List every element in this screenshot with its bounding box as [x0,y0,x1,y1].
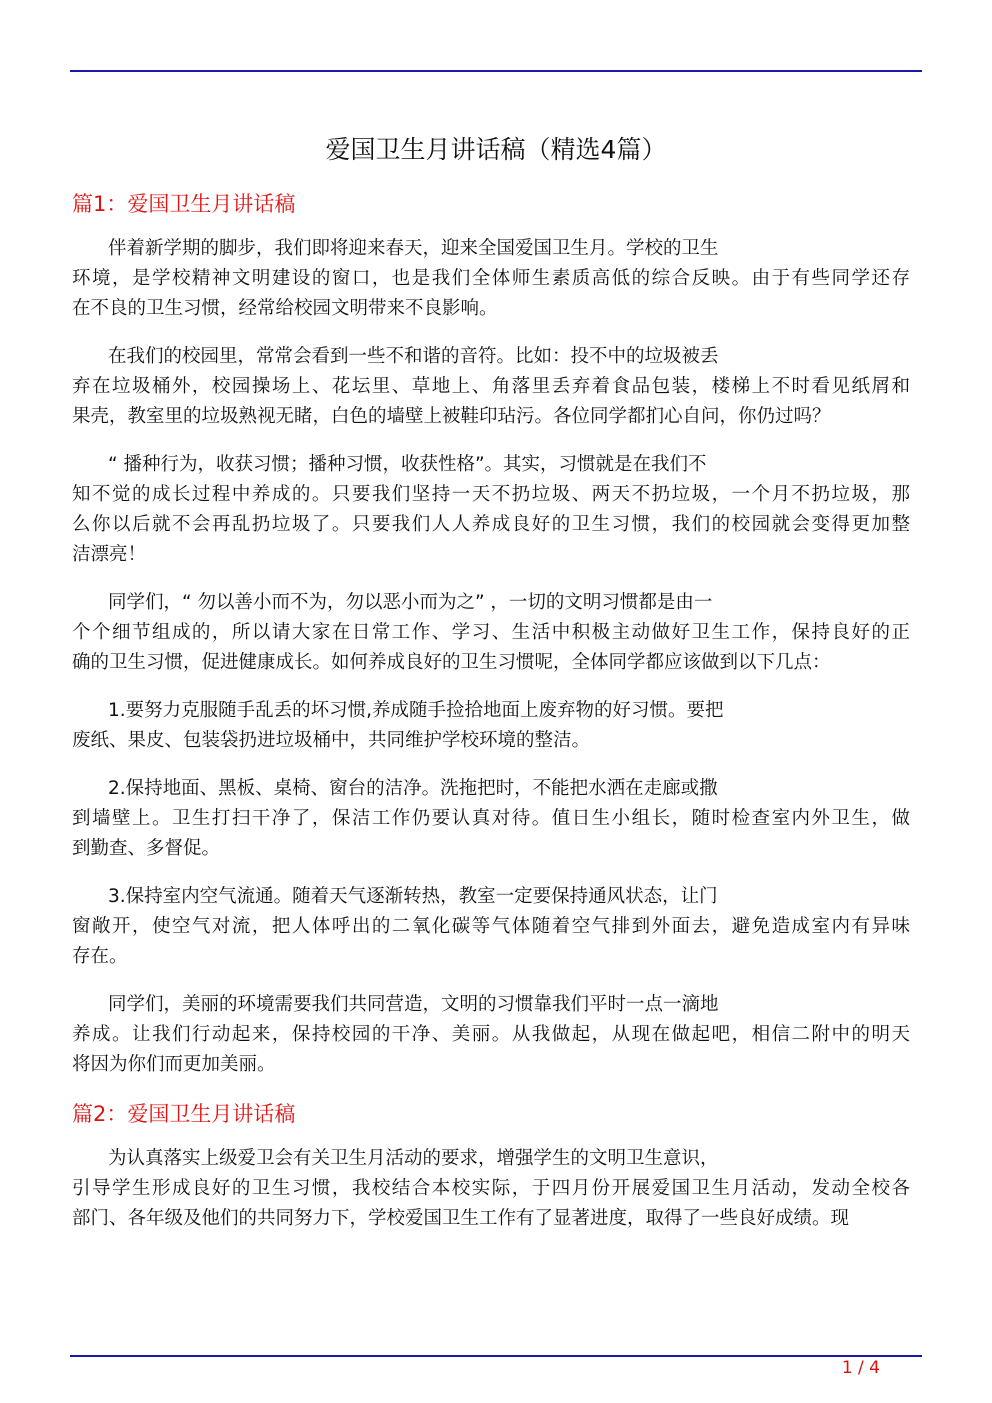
paragraph-line: “ 播种行为，收获习惯；播种习惯，收获性格”。其实，习惯就是在我们不 [108,454,707,475]
paragraph-line: 存在。 [72,946,128,967]
paragraph [72,234,910,324]
paragraph-line: 洁漂亮！ [72,544,147,565]
document-body [72,188,910,1252]
paragraph-line: 同学们，美丽的环境需要我们共同营造，文明的习惯靠我们平时一点一滴地 [108,994,719,1015]
paragraph [72,990,910,1080]
paragraph-line: 1.要努力克服随手乱丢的坏习惯,养成随手捡拾地面上废弃物的好习惯。要把 [108,700,724,721]
paragraph-line: 果壳，教室里的垃圾熟视无睹，白色的墙壁上被鞋印玷污。各位同学都扪心自问，你仍过吗？ [72,406,831,427]
paragraph [72,1144,910,1234]
paragraph-line: 养成。让我们行动起来，保持校园的干净、美丽。从我做起，从现在做起吧，相信二附中的明天 [72,1024,910,1045]
paragraph-line: 知不觉的成长过程中养成的。只要我们坚持一天不扔垃圾、两天不扔垃圾，一个月不扔垃圾，那 [72,484,910,505]
paragraph-line: 确的卫生习惯，促进健康成长。如何养成良好的卫生习惯呢，全体同学都应该做到以下几点： [72,652,831,673]
paragraph-line: 废纸、果皮、包装袋扔进垃圾桶中，共同维护学校环境的整洁。 [72,730,591,751]
paragraph-line: 弃在垃圾桶外，校园操场上、花坛里、草地上、角落里丢弃着食品包装，楼梯上不时看见纸屑和 [72,376,910,397]
paragraph-line: 部门、各年级及他们的共同努力下，学校爱国卫生工作有了显著进度，取得了一些良好成绩。现 [72,1208,850,1229]
paragraph-line: 同学们，“ 勿以善小而不为，勿以恶小而为之” ，一切的文明习惯都是由一 [108,592,713,613]
paragraph [72,588,910,678]
paragraph-line: 为认真落实上级爱卫会有关卫生月活动的要求，增强学生的文明卫生意识， [108,1148,719,1169]
paragraph-line: 3.保持室内空气流通。随着天气逐渐转热，教室一定要保持通风状态，让门 [108,886,718,907]
paragraph-line: 伴着新学期的脚步，我们即将迎来春天，迎来全国爱国卫生月。学校的卫生 [108,238,719,259]
paragraph [72,882,910,972]
document-title: 爱国卫生月讲话稿（精选4篇） [325,135,667,164]
footer-rule [70,1355,922,1357]
paragraph [72,774,910,864]
paragraph-line: 将因为你们而更加美丽。 [72,1054,276,1075]
paragraph-line: 么你以后就不会再乱扔垃圾了。只要我们人人养成良好的卫生习惯，我们的校园就会变得更加整 [72,514,910,535]
paragraph-line: 窗敞开，使空气对流，把人体呼出的二氧化碳等气体随着空气排到外面去，避免造成室内有异味 [72,916,910,937]
paragraph [72,696,910,756]
paragraph-line: 个个细节组成的，所以请大家在日常工作、学习、生活中积极主动做好卫生工作，保持良好的正 [72,622,910,643]
paragraph [72,342,910,432]
header-rule [70,70,922,72]
paragraph-line: 在我们的校园里，常常会看到一些不和谐的音符。比如：投不中的垃圾被丢 [108,346,719,367]
paragraph-line: 到勤查、多督促。 [72,838,221,859]
paragraph-line: 引导学生形成良好的卫生习惯，我校结合本校实际，于四月份开展爱国卫生月活动，发动全校各 [72,1178,910,1199]
paragraph-line: 环境，是学校精神文明建设的窗口，也是我们全体师生素质高低的综合反映。由于有些同学还存 [72,268,910,289]
paragraph [72,450,910,570]
paragraph-line: 2.保持地面、黑板、桌椅、窗台的洁净。洗拖把时，不能把水洒在走廊或撒 [108,778,718,799]
paragraph-line: 在不良的卫生习惯，经常给校园文明带来不良影响。 [72,298,498,319]
section-heading: 篇2：爱国卫生月讲话稿 [72,1102,296,1126]
paragraph-line: 到墙壁上。卫生打扫干净了，保洁工作仍要认真对待。值日生小组长，随时检查室内外卫生，做 [72,808,910,829]
section-heading: 篇1：爱国卫生月讲话稿 [72,192,296,216]
page-number: 1 / 4 [841,1358,880,1378]
